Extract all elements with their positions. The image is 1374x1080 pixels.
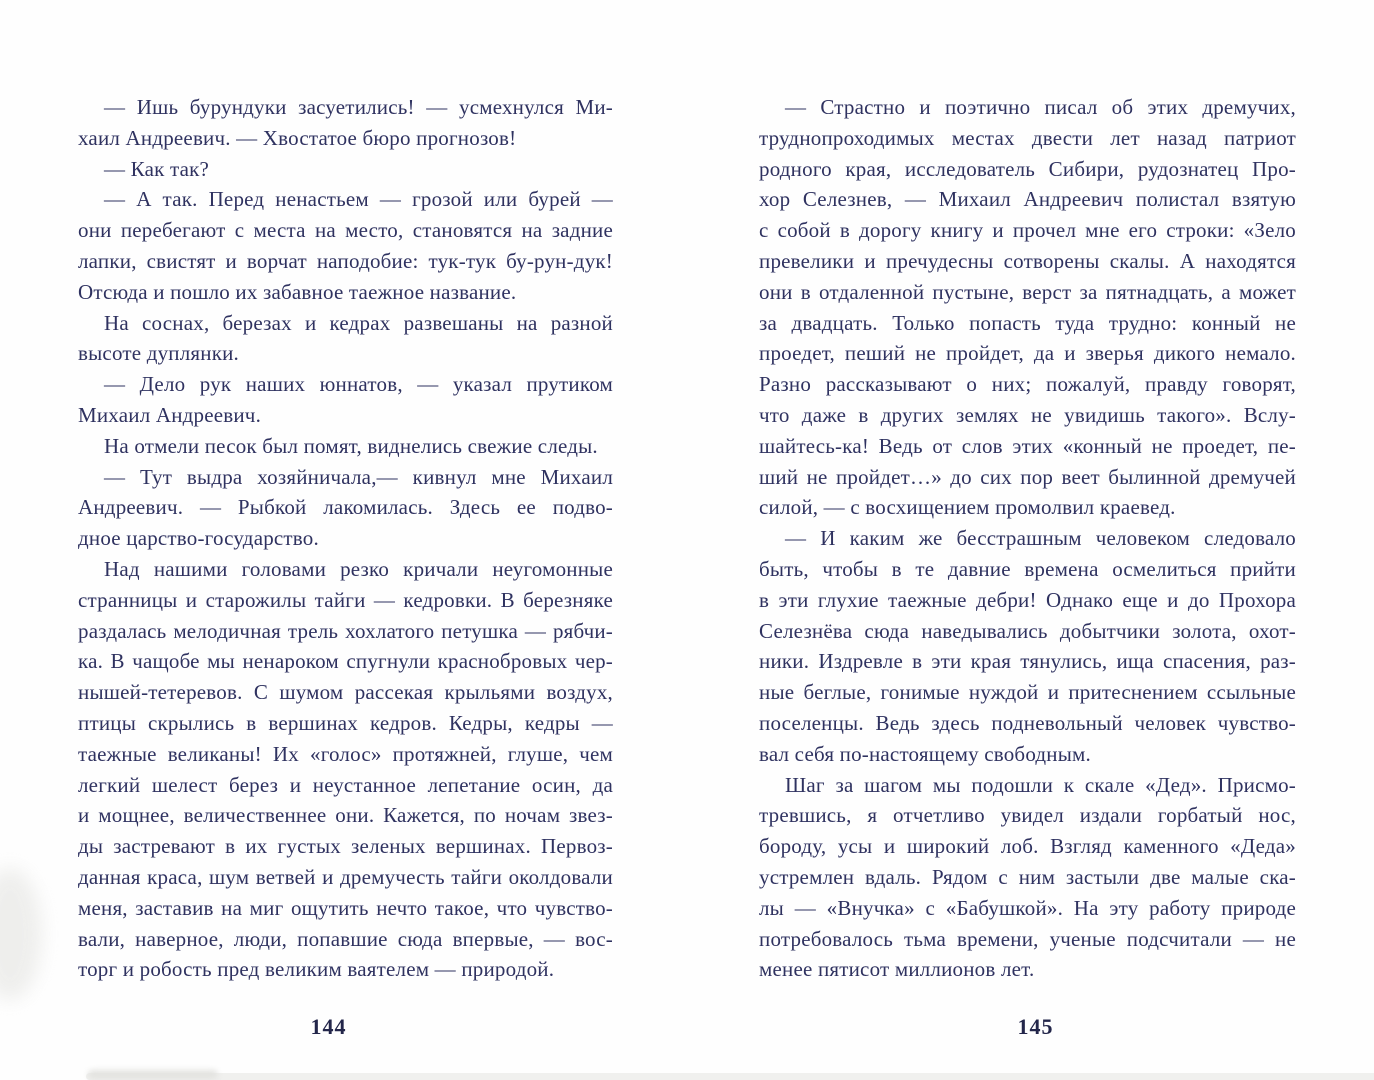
text-line: — Как так? [104,156,210,181]
text-line: Михаил Андреевич. [78,402,262,427]
text-line: — А так. Перед ненастьем — грозой или бурей — [104,187,613,212]
text-line: потребовалось тьма времени, ученые подсчитали — не [759,926,1296,951]
text-line: устремлен вдаль. Рядом с ним застыли две малые ска- [759,864,1296,889]
text-line: лы — «Внучка» с «Бабушкой». На эту работу природе [759,895,1296,920]
text-line: менее пятисот миллионов лет. [759,957,1035,982]
text-line: таежные великаны! Их «голос» протяжней, глуше, чем [78,741,613,766]
text-line: высоте дуплянки. [78,341,240,366]
page-number-right: 145 [1017,1014,1054,1039]
text-line: что даже в других землях не увидишь такого». Вслу- [759,402,1296,427]
text-line: птицы скрылись в вершинах кедров. Кедры, кедры — [78,710,613,735]
text-line: родного края, исследователь Сибири, рудознатец Про- [759,156,1296,181]
text-line: бороду, усы и широкий лоб. Взгляд каменного «Деда» [759,834,1296,859]
text-line: тревшись, я отчетливо увидел издали горбатый нос, [759,803,1296,828]
text-line: раздалась мелодичная трель хохлатого петушка — рябчи- [78,618,613,643]
text-line: ший не пройдет…» до сих пор веет былинной дремучей [759,464,1296,489]
text-line: дное царство-государство. [78,526,319,551]
text-line: лапки, свистят и ворчат наподобие: тук-тук бу-рун-дук! [78,248,613,273]
page-right-text [759,92,1296,985]
text-line: На отмели песок был помят, виднелись свежие следы. [104,433,598,458]
text-line: торг и робость пред великим ваятелем — природой. [78,957,555,982]
text-line: легкий шелест берез и неустанное лепетание осин, да [78,772,613,797]
text-line: Андреевич. — Рыбкой лакомилась. Здесь ее подво- [78,495,613,520]
text-line: ники. Издревле в эти края тянулись, ища спасения, раз- [759,649,1296,674]
text-line: ные беглые, гонимые нуждой и притеснением ссыльные [759,680,1296,705]
text-line: — Страстно и поэтично писал об этих дремучих, [785,95,1296,119]
text-line: — Дело рук наших юннатов, — указал прутиком [104,372,613,397]
text-line: — Ишь бурундуки засуетились! — усмехнулся Ми- [104,95,613,119]
text-line: в эти глухие таежные дебри! Однако еще и до Прохора [759,587,1296,612]
text-line: данная краса, шум ветвей и дремучесть тайги околдовали [78,864,613,889]
text-line: — И каким же бесстрашным человеком следовало [785,526,1296,551]
text-line: хаил Андреевич. — Хвостатое бюро прогнозов! [78,125,517,150]
text-line: меня, заставив на миг ощутить нечто такое, что чувство- [78,895,613,920]
scan-shadow-bottom [86,1073,1374,1080]
text-line: нышей-тетеревов. С шумом рассекая крыльями воздух, [78,680,613,705]
text-line: ды застревают в их густых зеленых вершинах. Первоз- [78,834,613,859]
text-line: превелики и пречудесны сотворены скалы. А находятся [759,248,1296,273]
text-line: Отсюда и пошло их забавное таежное название. [78,279,517,304]
text-line: — Тут выдра хозяйничала,— кивнул мне Михаил [104,464,613,489]
text-line: труднопроходимых местах двести лет назад патриот [759,125,1296,150]
text-line: силой, — с восхищением промолвил краевед. [759,495,1176,520]
text-line: странницы и старожилы тайги — кедровки. В березняке [78,587,613,612]
text-line: Шаг за шагом мы подошли к скале «Дед». Присмо- [785,772,1296,797]
page-number-left: 144 [310,1014,347,1039]
page-right [687,0,1374,1080]
text-line: проедет, пеший не пройдет, да и зверья дикого немало. [759,341,1296,366]
text-line: они в отдаленной пустыне, верст за пятнадцать, а может [759,279,1296,304]
text-line: На соснах, березах и кедрах развешаны на разной [104,310,613,335]
text-line: они перебегают с места на место, становятся на задние [78,218,613,243]
page-left-text [78,92,613,985]
scan-shadow-blob [88,1070,218,1079]
text-line: ка. В чащобе мы ненароком спугнули краснобровых чер- [78,649,613,674]
text-line: за двадцать. Только попасть туда трудно: конный не [759,310,1296,335]
text-line: Разно рассказывают о них; пожалуй, правду говорят, [759,372,1296,397]
text-line: и мощнее, величественнее они. Кажется, по ночам звез- [78,803,613,828]
text-line: вали, наверное, люди, попавшие сюда впервые, — вос- [78,926,613,951]
text-line: Селезнёва сюда наведывались добытчики золота, охот- [759,618,1296,643]
text-line: с собой в дорогу книгу и прочел мне его строки: «Зело [759,218,1296,243]
text-line: быть, чтобы в те давние времена осмелиться прийти [759,556,1296,581]
text-line: Над нашими головами резко кричали неугомонные [104,556,613,581]
text-line: вал себя по-настоящему свободным. [759,741,1091,766]
text-line: поселенцы. Ведь здесь подневольный человек чувство- [759,710,1296,735]
text-line: хор Селезнев, — Михаил Андреевич полистал взятую [759,187,1296,212]
text-line: шайтесь-ка! Ведь от слов этих «конный не проедет, пе- [759,433,1296,458]
